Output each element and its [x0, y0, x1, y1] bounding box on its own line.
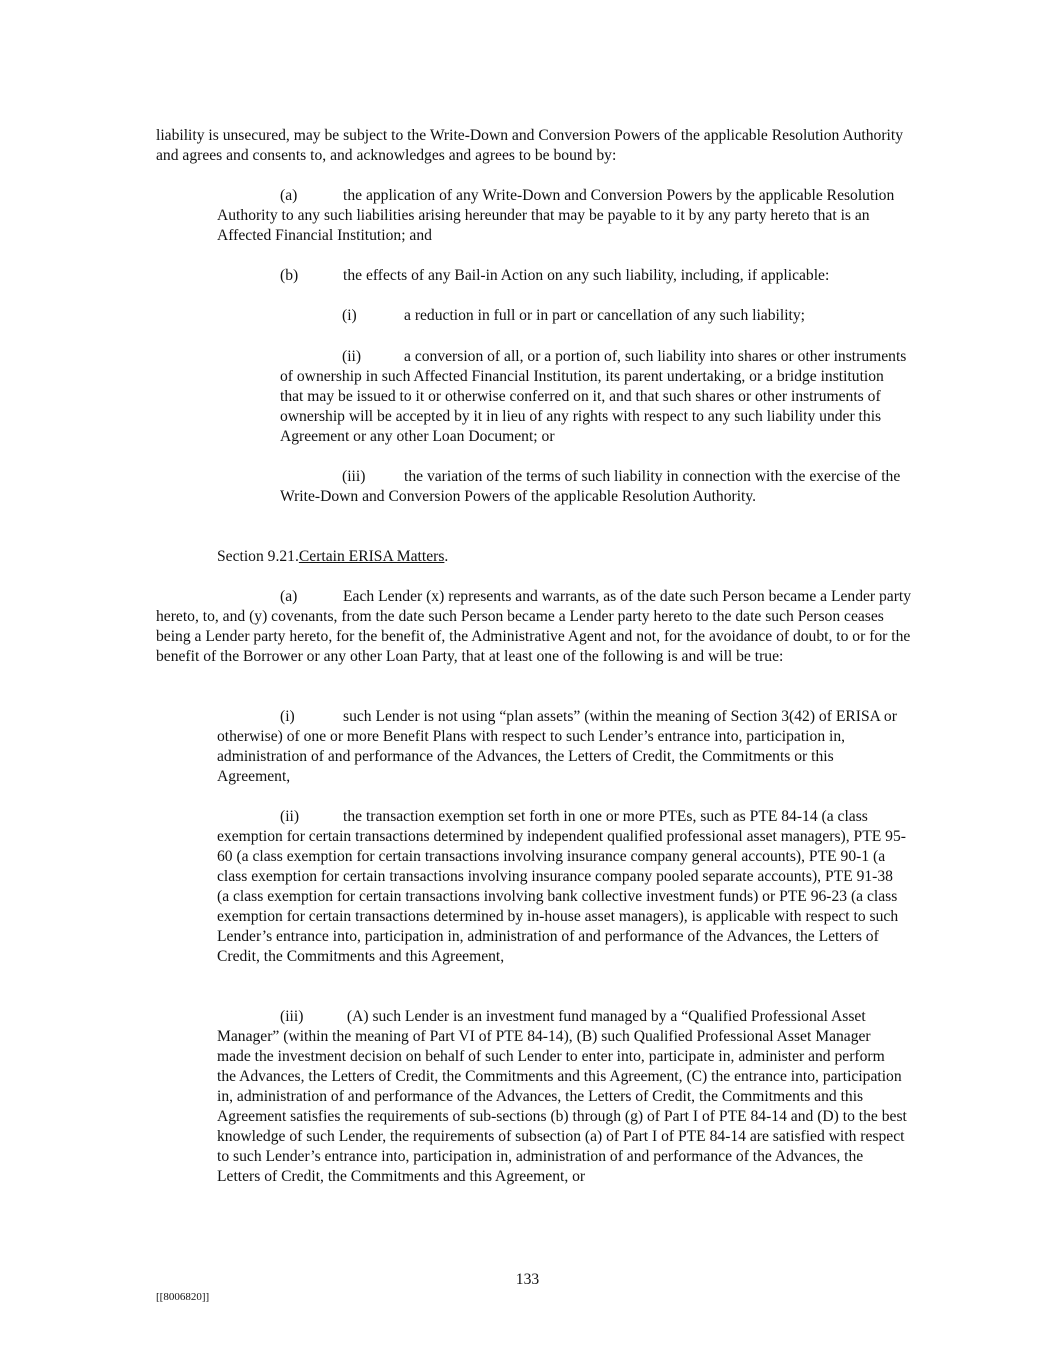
- section-clause-a-label: (a): [280, 588, 298, 605]
- document-id: [[8006820]]: [156, 1291, 210, 1303]
- clause-b: [217, 266, 907, 286]
- section-clause-a-ii-text: the transaction exemption set forth in one or more PTEs, such as PTE 84-14 (a class exemption for certain transactions determined by independent qualified professional asset managers), PTE 95-60 (a class exemption for certain transactions involving insurance company general accounts), PTE 90-1 (a class exemption for certain transactions involving insurance company pooled separate accounts), PTE 91-38 (a class exemption for certain transactions involving bank collective investment funds) or PTE 96-23 (a class exemption for certain transactions determined by in-house asset managers), is applicable with respect to such Lender’s entrance into, participation in, administration of and performance of the Advances, the Letters of Credit, the Commitments and this Agreement,: [217, 808, 906, 965]
- clause-b-iii-label: (iii): [342, 468, 366, 485]
- clause-b-label: (b): [280, 267, 299, 284]
- clause-b-i-label: (i): [342, 307, 357, 324]
- clause-b-iii: [280, 467, 908, 507]
- page-number: 133: [515, 1271, 540, 1288]
- section-clause-a-i-text: such Lender is not using “plan assets” (within the meaning of Section 3(42) of ERISA or otherwise) of one or more Benefit Plans with respect to such Lender’s entrance into, participation in, administration of and performance of the Advances, the Letters of Credit, the Commitments or this Agreement,: [217, 708, 897, 785]
- section-heading: [217, 547, 907, 567]
- section-clause-a-iii-label: (iii): [280, 1008, 304, 1025]
- intro-paragraph: liability is unsecured, may be subject to the Write-Down and Conversion Powers of the applicable Resolution Authority and agrees and consents to, and acknowledges and agrees to be bound by:: [156, 127, 904, 164]
- section-clause-a-text: Each Lender (x) represents and warrants, as of the date such Person became a Lender party hereto, to, and (y) covenants, from the date such Person became a Lender party hereto to the date such Person ceases being a Lender party hereto, for the benefit of, the Administrative Agent and not, for the avoidance of doubt, to or for the benefit of the Borrower or any other Loan Party, that at least one of the following is and will be true:: [156, 588, 912, 665]
- clause-b-i: [280, 306, 908, 326]
- clause-b-ii-label: (ii): [342, 348, 362, 365]
- clause-b-iii-text: the variation of the terms of such liability in connection with the exercise of the Write-Down and Conversion Powers of the applicable Resolution Authority.: [280, 468, 901, 505]
- clause-b-text: the effects of any Bail-in Action on any such liability, including, if applicable:: [343, 267, 830, 284]
- section-clause-a-ii-label: (ii): [280, 808, 300, 825]
- clause-b-ii: [280, 347, 908, 447]
- clause-a: [217, 186, 907, 246]
- clause-b-ii-text: a conversion of all, or a portion of, such liability into shares or other instruments of ownership in such Affected Financial Institution, its parent undertaking, or a bridge institution that may be issued to it or otherwise conferred on it, and that such shares or other instruments of ownership will be accepted by it in lieu of any rights with respect to any such liability under this Agreement or any other Loan Document; or: [280, 348, 907, 445]
- section-clause-a-iii: [217, 1007, 907, 1187]
- section-number: Section 9.21.: [217, 548, 299, 565]
- section-clause-a-i: [217, 707, 907, 787]
- clause-a-label: (a): [280, 187, 298, 204]
- section-clause-a-ii: [217, 807, 907, 967]
- clause-a-text: the application of any Write-Down and Conversion Powers by the applicable Resolution Authority to any such liabilities arising hereunder that may be payable to it by any party hereto that is an Affected Financial Institution; and: [217, 187, 895, 244]
- section-clause-a: [156, 587, 916, 667]
- clause-b-i-text: a reduction in full or in part or cancellation of any such liability;: [404, 307, 805, 324]
- section-clause-a-i-label: (i): [280, 708, 295, 725]
- section-clause-a-iii-text: (A) such Lender is an investment fund managed by a “Qualified Professional Asset Manager” (within the meaning of Part VI of PTE 84-14), (B) such Qualified Professional Asset Manager made the investment decision on behalf of such Lender to enter into, participate in, administer and perform the Advances, the Letters of Credit, the Commitments and this Agreement, (C) the entrance into, participation in, administration of and performance of the Advances, the Letters of Credit, the Commitments and this Agreement satisfies the requirements of sub-sections (b) through (g) of Part I of PTE 84-14 and (D) to the best knowledge of such Lender, the requirements of subsection (a) of Part I of PTE 84-14 are satisfied with respect to such Lender’s entrance into, participation in, administration of and performance of the Advances, the Letters of Credit, the Commitments and this Agreement, or: [217, 1008, 907, 1185]
- section-period: .: [444, 548, 449, 565]
- section-title: Certain ERISA Matters: [298, 548, 445, 565]
